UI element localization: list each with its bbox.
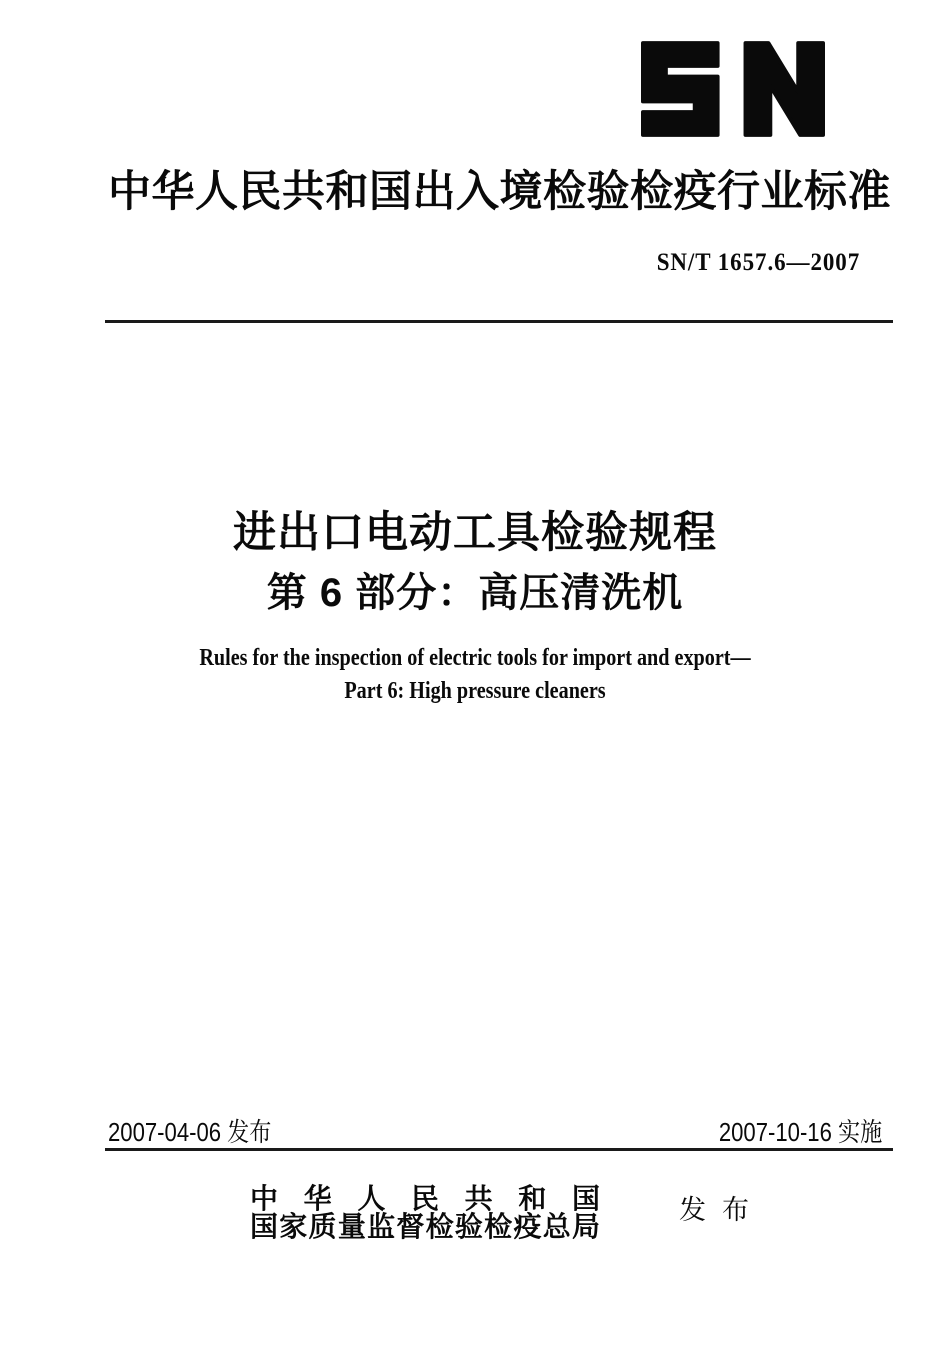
title-english-line1: Rules for the inspection of electric tools for import and export—	[199, 645, 751, 671]
title-chinese-line2: 第 6 部分：高压清洗机	[266, 571, 684, 615]
footer-divider	[105, 1148, 893, 1151]
standard-number: SN/T 1657.6—2007	[656, 249, 860, 276]
issuing-authority	[250, 1186, 600, 1242]
issuing-authority-line2: 国家质量监督检验检疫总局	[250, 1212, 600, 1243]
title-english-line2: Part 6: High pressure cleaners	[344, 678, 606, 704]
sn-logo	[641, 41, 825, 137]
title-chinese-line1: 进出口电动工具检验规程	[233, 509, 717, 557]
sn-logo-icon	[641, 41, 825, 137]
header-divider	[105, 320, 893, 323]
sn-logo-text	[825, 41, 826, 42]
standard-type-heading: 中华人民共和国出入境检验检疫行业标准	[108, 168, 891, 216]
issuing-authority-line1: 中 华 人 民 共 和 国	[250, 1184, 600, 1215]
issue-date: 2007-04-06 发布	[108, 1117, 272, 1147]
issued-by-label: 发布	[679, 1195, 765, 1225]
implementation-date: 2007-10-16 实施	[718, 1117, 882, 1147]
